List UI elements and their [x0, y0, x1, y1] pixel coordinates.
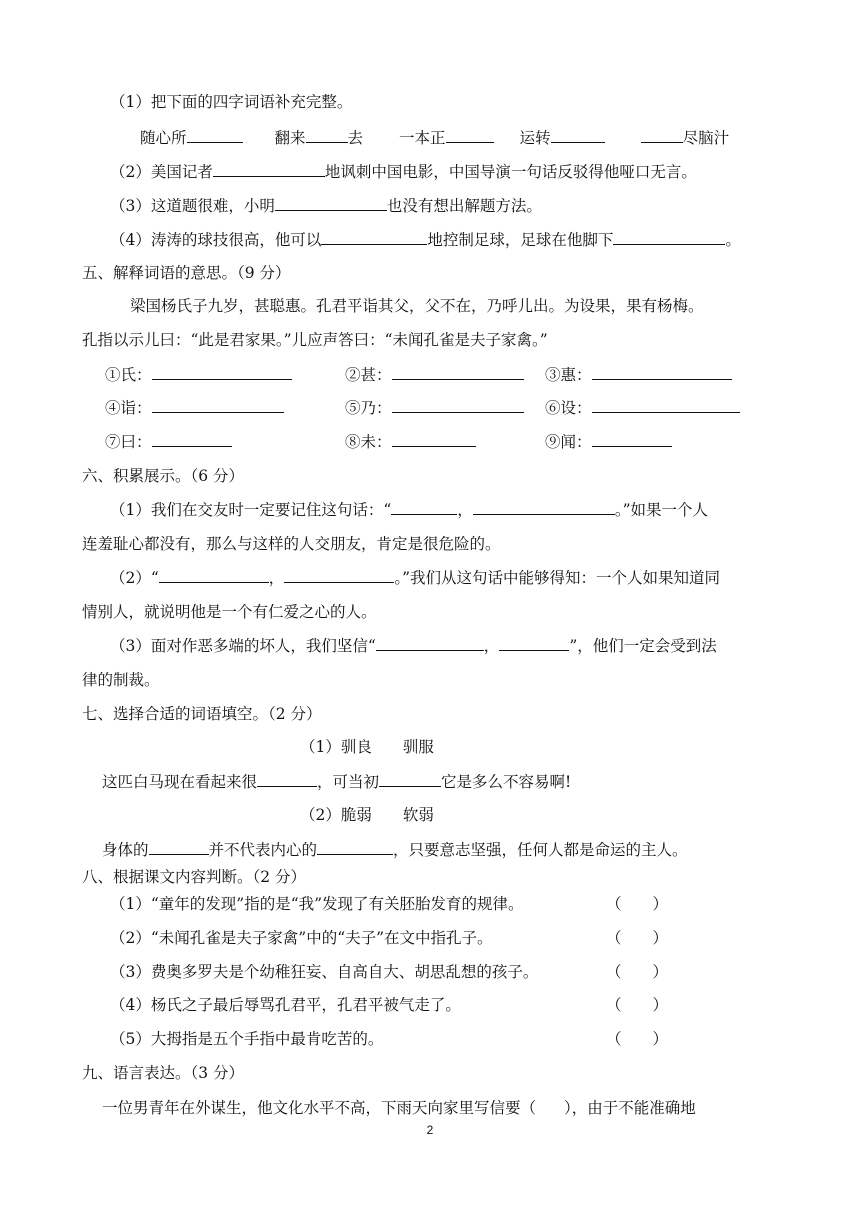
word-5: 尽脑汁 — [682, 129, 730, 147]
s5-item-6 — [545, 398, 740, 418]
word-2b: 去 — [347, 129, 364, 147]
s4-q4-text: （4）涛涛的球技很高，他可以 — [110, 231, 322, 249]
comma: ， — [483, 637, 500, 655]
s5-item-2 — [345, 365, 524, 385]
blank[interactable] — [392, 365, 524, 380]
s5-passage-2: 孔指以示儿曰：“此是君家果。”儿应声答曰：“未闻孔雀是夫子家禽。” — [82, 331, 548, 349]
blank[interactable] — [376, 636, 484, 651]
s5-item-7 — [105, 432, 232, 452]
blank[interactable] — [152, 365, 292, 380]
blank[interactable] — [551, 128, 605, 143]
blank[interactable] — [187, 128, 243, 143]
s4-q2-text2: 地讽刺中国电影，中国导演一句话反驳得他哑口无言。 — [324, 163, 697, 181]
s6-title: 六、积累展示。（6 分） — [82, 467, 245, 485]
s7-s2-text3: ，只要意志坚强，任何人都是命运的主人。 — [393, 841, 688, 859]
word-2: 翻来 — [274, 129, 306, 147]
s9-title: 九、语言表达。（3 分） — [82, 1064, 245, 1082]
s7-title: 七、选择合适的词语填空。（2 分） — [82, 705, 322, 723]
s9-text2: ），由于不能准确地 — [564, 1099, 696, 1117]
blank[interactable] — [213, 162, 325, 177]
blank[interactable] — [159, 568, 269, 583]
s4-q1: （1）把下面的四字词语补充完整。 — [110, 93, 353, 111]
s7-sentence-2 — [102, 840, 688, 860]
item-label: ⑤乃： — [345, 399, 392, 417]
blank[interactable] — [641, 128, 683, 143]
s5-item-5 — [345, 398, 524, 418]
s9-text: 一位男青年在外谋生，他文化水平不高，下雨天向家里写信要（ — [102, 1099, 537, 1117]
s6-q1-text2: 。”如果一个人 — [614, 501, 708, 519]
blank[interactable] — [473, 500, 615, 515]
s8-answer-1[interactable]: （ ） — [606, 895, 669, 913]
s8-item-4: （4）杨氏之子最后辱骂孔君平，孔君平被气走了。 — [110, 996, 461, 1014]
s6-q3-text2: ”，他们一定会受到法 — [569, 637, 717, 655]
blank[interactable] — [275, 196, 387, 211]
item-label: ⑦曰： — [105, 433, 152, 451]
s5-item-9 — [545, 432, 672, 452]
s4-q4-text2: 地控制足球，足球在他脚下 — [427, 231, 614, 249]
s5-passage-1: 梁国杨氏子九岁，甚聪惠。孔君平诣其父，父不在，乃呼儿出。为设果，果有杨梅。 — [130, 297, 704, 315]
s8-answer-2[interactable]: （ ） — [606, 929, 669, 947]
word-1: 随心所 — [140, 129, 187, 147]
blank[interactable] — [379, 772, 441, 787]
s5-item-3 — [545, 365, 732, 385]
s6-q2-text2: 。”我们从这句话中能够得知：一个人如果知道同 — [394, 569, 720, 587]
s8-item-3: （3）费奥多罗夫是个幼稚狂妄、自高自大、胡思乱想的孩子。 — [110, 963, 539, 981]
s6-q2-cont: 情别人，就说明他是一个有仁爱之心的人。 — [82, 603, 377, 621]
blank[interactable] — [392, 398, 524, 413]
page-number: 2 — [426, 1123, 434, 1137]
s6-q1-cont: 连羞耻心都没有，那么与这样的人交朋友，肯定是很危险的。 — [82, 535, 501, 553]
comma: ， — [457, 501, 473, 519]
s7-s1-text: 这匹白马现在看起来很 — [102, 773, 258, 791]
blank[interactable] — [613, 230, 725, 245]
item-label: ②甚： — [345, 366, 392, 384]
word-4: 运转 — [519, 129, 551, 147]
s5-item-8 — [345, 432, 476, 452]
s6-q3 — [110, 636, 717, 656]
s8-answer-3[interactable]: （ ） — [606, 963, 669, 981]
blank[interactable] — [499, 636, 569, 651]
s7-s2-text: 身体的 — [102, 841, 149, 859]
s8-item-1: （1）“童年的发现”指的是“我”发现了有关胚胎发育的规律。 — [110, 895, 524, 913]
word-3: 一本正 — [399, 129, 446, 147]
blank[interactable] — [149, 840, 209, 855]
s6-q1 — [110, 500, 708, 520]
item-label: ④诣： — [105, 399, 152, 417]
s6-q3-cont: 律的制裁。 — [82, 671, 160, 689]
s9-paragraph — [102, 1098, 696, 1118]
blank[interactable] — [284, 568, 394, 583]
blank[interactable] — [592, 398, 740, 413]
item-label: ⑨闻： — [545, 433, 592, 451]
blank[interactable] — [317, 840, 393, 855]
blank[interactable] — [391, 500, 457, 515]
s7-s2-text2: 并不代表内心的 — [208, 841, 318, 859]
s6-q3-text: （3）面对作恶多端的坏人，我们坚信“ — [110, 637, 376, 655]
item-label: ①氏： — [105, 366, 152, 384]
item-label: ③惠： — [545, 366, 592, 384]
s5-item-1 — [105, 365, 292, 385]
blank[interactable] — [592, 432, 672, 447]
s6-q1-text: （1）我们在交友时一定要记住这句话：“ — [110, 501, 392, 519]
s4-word-row — [140, 128, 729, 148]
s5-item-4 — [105, 398, 284, 418]
s4-q4 — [110, 230, 741, 250]
comma: ， — [268, 569, 285, 587]
blank[interactable] — [152, 432, 232, 447]
blank[interactable] — [257, 772, 317, 787]
s4-q2 — [110, 162, 697, 182]
s7-options-2: （2）脆弱 软弱 — [300, 806, 434, 824]
s4-q3-text: （3）这道题很难，小明 — [110, 197, 275, 215]
s8-item-5: （5）大拇指是五个手指中最肯吃苦的。 — [110, 1030, 384, 1048]
s8-item-2: （2）“未闻孔雀是夫子家禽”中的“夫子”在文中指孔子。 — [110, 929, 493, 947]
blank[interactable] — [321, 230, 427, 245]
blank[interactable] — [152, 398, 284, 413]
s6-q2-text: （2）“ — [110, 569, 159, 587]
blank[interactable] — [446, 128, 494, 143]
s5-title: 五、解释词语的意思。（9 分） — [82, 264, 291, 282]
s7-sentence-1 — [102, 772, 571, 792]
s4-q2-text: （2）美国记者 — [110, 163, 213, 181]
s4-q3-text2: 也没有想出解题方法。 — [386, 197, 542, 215]
s4-q4-end: 。 — [725, 231, 741, 249]
s8-answer-4[interactable]: （ ） — [606, 996, 669, 1014]
s7-s1-text2: ，可当初 — [317, 773, 380, 791]
s4-q3 — [110, 196, 542, 216]
blank[interactable] — [392, 432, 476, 447]
blank[interactable] — [306, 128, 348, 143]
s6-q2 — [110, 568, 720, 588]
s7-s1-text3: 它是多么不容易啊! — [441, 773, 572, 791]
s7-options-1: （1）驯良 驯服 — [300, 738, 434, 756]
s8-answer-5[interactable]: （ ） — [606, 1030, 669, 1048]
s8-title: 八、根据课文内容判断。（2 分） — [82, 868, 307, 886]
blank[interactable] — [592, 365, 732, 380]
item-label: ⑧未： — [345, 433, 392, 451]
item-label: ⑥设： — [545, 399, 592, 417]
